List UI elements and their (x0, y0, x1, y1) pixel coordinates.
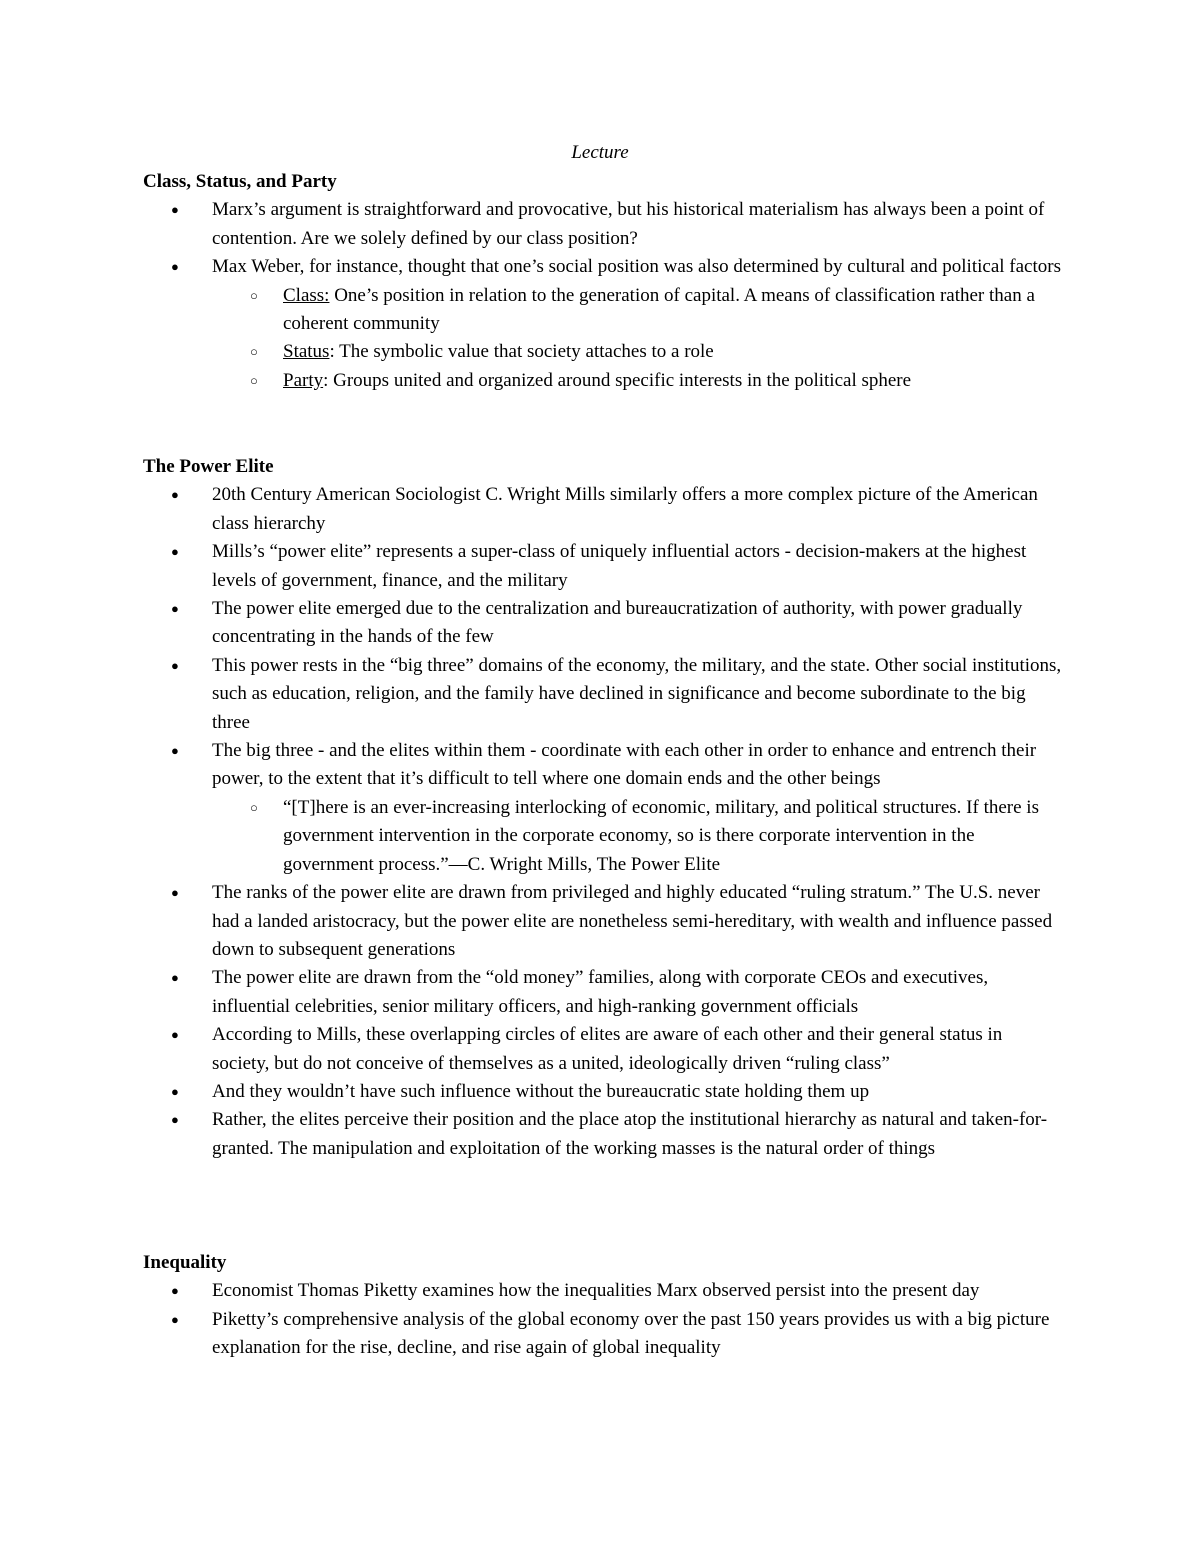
list-item: ● The ranks of the power elite are drawn from privileged and highly educated “ruling stratum.” The U.S. never had a landed aristocracy, but the power elite are nonetheless semi-hereditary, with wealth and influence passed down to subsequent generations (143, 879, 1063, 964)
term-definition: : The symbolic value that society attaches to a role (329, 341, 714, 363)
list-item: ● The power elite are drawn from the “old money” families, along with corporate CEOs and executives, influential celebrities, senior military officers, and high-ranking government officials (143, 964, 1063, 1021)
list-item: ● Piketty’s comprehensive analysis of the global economy over the past 150 years provides us with a big picture explanation for the rise, decline, and rise again of global inequality (143, 1306, 1063, 1363)
list-item: ● Economist Thomas Piketty examines how the inequalities Marx observed persist into the present day (143, 1277, 1063, 1305)
sub-list-item-party (143, 367, 1063, 395)
section-power-elite (143, 453, 1063, 1163)
sub-list-item-status (143, 338, 1063, 366)
section-class-status-party (143, 168, 1063, 395)
term-definition: One’s position in relation to the generation of capital. A means of classification rather than a coherent community (283, 284, 1035, 335)
list-item: ● According to Mills, these overlapping circles of elites are aware of each other and their general status in society, but do not conceive of themselves as a united, ideologically driven “ruling class” (143, 1021, 1063, 1078)
section-heading: The Power Elite (143, 456, 274, 477)
list-item: ● The power elite emerged due to the centralization and bureaucratization of authority, with power gradually concentrating in the hands of the few (143, 595, 1063, 652)
list-item: ● And they wouldn’t have such influence without the bureaucratic state holding them up (143, 1078, 1063, 1106)
section-heading: Class, Status, and Party (143, 171, 337, 192)
list-item: ● Mills’s “power elite” represents a super-class of uniquely influential actors - decision-makers at the highest levels of government, finance, and the military (143, 538, 1063, 595)
page-title: Lecture (571, 142, 629, 163)
list-item: ● The big three - and the elites within them - coordinate with each other in order to enhance and entrench their power, to the extent that it’s difficult to tell where one domain ends and the other beings (143, 737, 1063, 794)
term-label: Party (283, 369, 324, 391)
list-item: ● Max Weber, for instance, thought that one’s social position was also determined by cultural and political factors (143, 253, 1063, 281)
sub-list-item-class (143, 282, 1063, 339)
section-inequality (143, 1249, 1063, 1363)
term-definition: : Groups united and organized around specific interests in the political sphere (323, 369, 912, 391)
section-heading: Inequality (143, 1252, 227, 1273)
term-label: Status (283, 341, 330, 363)
term-label: Class: (283, 284, 330, 306)
list-item: ● Marx’s argument is straightforward and provocative, but his historical materialism has always been a point of contention. Are we solely defined by our class position? (143, 196, 1063, 253)
list-item: ● 20th Century American Sociologist C. Wright Mills similarly offers a more complex picture of the American class hierarchy (143, 481, 1063, 538)
list-item: ● This power rests in the “big three” domains of the economy, the military, and the state. Other social institutions, such as education, religion, and the family have declined in significance and become subordinate to the big three (143, 652, 1063, 737)
quote-list-item: ○ “[T]here is an ever-increasing interlocking of economic, military, and political structures. If there is government intervention in the corporate economy, so is there corporate intervention in the government process.”—C. Wright Mills, The Power Elite (143, 794, 1063, 879)
list-item: ● Rather, the elites perceive their position and the place atop the institutional hierarchy as natural and taken-for-granted. The manipulation and exploitation of the working masses is the natural order of things (143, 1106, 1063, 1163)
